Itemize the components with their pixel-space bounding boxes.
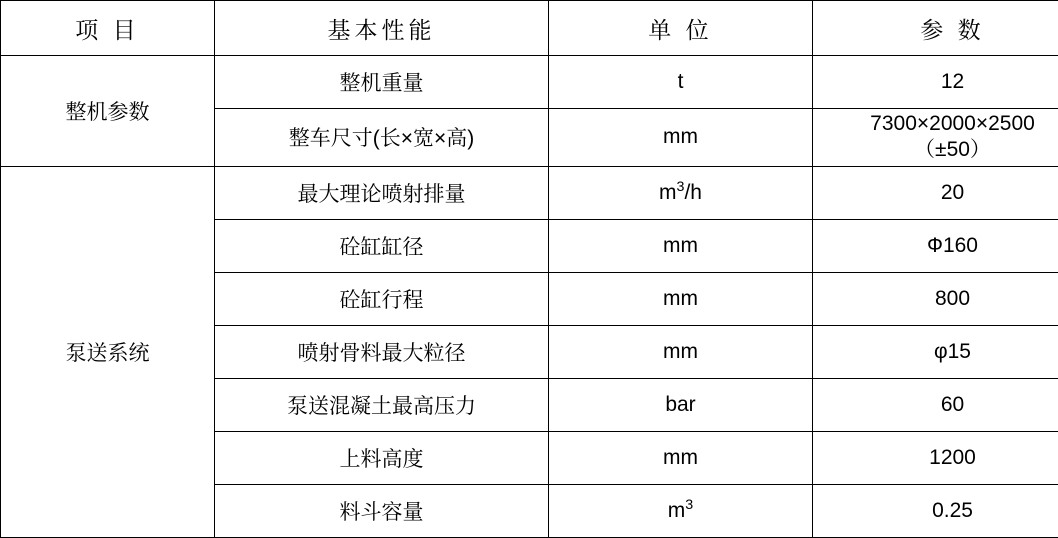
performance-cell: 上料高度 <box>215 431 549 484</box>
unit-cell: mm <box>549 325 813 378</box>
performance-cell: 砼缸行程 <box>215 272 549 325</box>
value-cell: Ф160 <box>813 219 1058 272</box>
value-line-1: 7300×2000×2500 <box>817 111 1058 137</box>
group-label-machine: 整机参数 <box>1 56 215 167</box>
unit-cell: bar <box>549 378 813 431</box>
value-line-2: （±50） <box>817 137 1058 163</box>
unit-exponent: 3 <box>685 497 693 513</box>
header-unit: 单 位 <box>549 1 813 56</box>
unit-exponent: 3 <box>677 179 685 195</box>
value-cell: 20 <box>813 166 1058 219</box>
unit-cell <box>549 166 813 219</box>
unit-cell: mm <box>549 272 813 325</box>
performance-cell: 整车尺寸(长×宽×高) <box>215 109 549 167</box>
unit-base: m <box>659 181 677 204</box>
group-label-pump: 泵送系统 <box>1 166 215 537</box>
unit-base: m <box>668 499 686 522</box>
header-parameter: 参 数 <box>813 1 1058 56</box>
value-cell: φ15 <box>813 325 1058 378</box>
value-cell: 800 <box>813 272 1058 325</box>
unit-cell: t <box>549 56 813 109</box>
value-cell: 0.25 <box>813 484 1058 537</box>
header-row <box>1 1 1058 56</box>
unit-cell: mm <box>549 109 813 167</box>
table-header <box>1 1 1058 56</box>
value-cell <box>813 109 1058 167</box>
unit-tail: /h <box>684 181 702 204</box>
performance-cell: 整机重量 <box>215 56 549 109</box>
performance-cell: 料斗容量 <box>215 484 549 537</box>
header-item: 项 目 <box>1 1 215 56</box>
table-row <box>1 166 1058 219</box>
unit-cell: mm <box>549 431 813 484</box>
table-body <box>1 56 1058 538</box>
unit-cell: mm <box>549 219 813 272</box>
performance-cell: 喷射骨料最大粒径 <box>215 325 549 378</box>
value-cell: 1200 <box>813 431 1058 484</box>
header-performance: 基本性能 <box>215 1 549 56</box>
table-row <box>1 56 1058 109</box>
value-cell: 12 <box>813 56 1058 109</box>
value-cell: 60 <box>813 378 1058 431</box>
performance-cell: 最大理论喷射排量 <box>215 166 549 219</box>
performance-cell: 泵送混凝土最高压力 <box>215 378 549 431</box>
performance-cell: 砼缸缸径 <box>215 219 549 272</box>
